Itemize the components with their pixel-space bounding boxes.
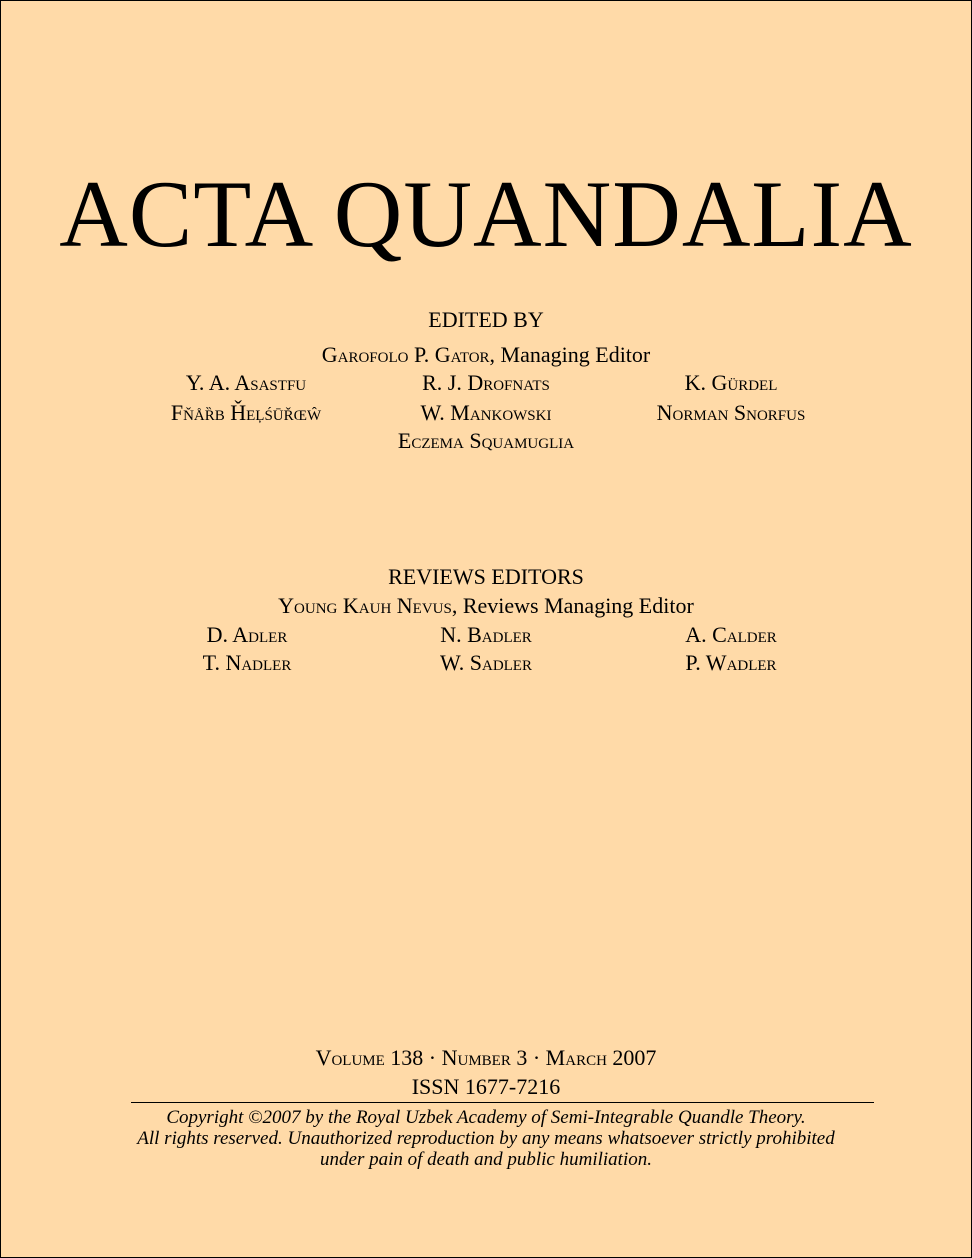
managing-editor-role: , Managing Editor xyxy=(489,342,651,367)
reviews-managing-editor-name: Young Kauh Nevus xyxy=(278,593,452,618)
reviews-editors-heading: REVIEWS EDITORS xyxy=(388,564,584,589)
managing-editor-name: Garofolo P. Gator xyxy=(321,342,490,367)
editor-name: Norman Snorfus xyxy=(656,400,806,425)
reviews-editor-name: A. Calder xyxy=(685,622,777,647)
reviews-managing-editor-role: , Reviews Managing Editor xyxy=(451,593,694,618)
editor-name: W. Mankowski xyxy=(420,400,552,425)
editor-name: R. J. Drofnats xyxy=(422,370,550,395)
reviews-editor-name: P. Wadler xyxy=(685,650,777,675)
editor-name: Eczema Squamuglia xyxy=(397,428,575,453)
managing-editor-line xyxy=(1,341,971,369)
reviews-editor-name: W. Sadler xyxy=(440,650,532,675)
copyright-notice xyxy=(1,1107,971,1170)
reviews-editor-name: N. Badler xyxy=(440,622,532,647)
journal-title: ACTA QUANDALIA xyxy=(59,161,913,267)
editor-name: K. Gürdel xyxy=(684,370,778,395)
issn-line: ISSN 1677-7216 xyxy=(411,1074,561,1099)
reviews-editor-name: T. Nadler xyxy=(202,650,292,675)
copyright-line: All rights reserved. Unauthorized reproduction by any means whatsoever strictly prohibited xyxy=(137,1128,835,1149)
reviews-managing-editor-line xyxy=(1,592,971,620)
volume-line: Volume 138 · Number 3 · March 2007 xyxy=(315,1045,657,1070)
copyright-line: Copyright ©2007 by the Royal Uzbek Academy of Semi-Integrable Quandle Theory. xyxy=(166,1107,806,1128)
editor-name: Y. A. Asastfu xyxy=(185,370,307,395)
divider-rule xyxy=(131,1102,874,1103)
reviews-editor-name: D. Adler xyxy=(206,622,288,647)
editor-name: Fňåȑb Ȟeļśūřœŵ xyxy=(170,400,322,425)
edited-by-heading: EDITED BY xyxy=(428,307,544,332)
copyright-line: under pain of death and public humiliation. xyxy=(320,1149,652,1170)
